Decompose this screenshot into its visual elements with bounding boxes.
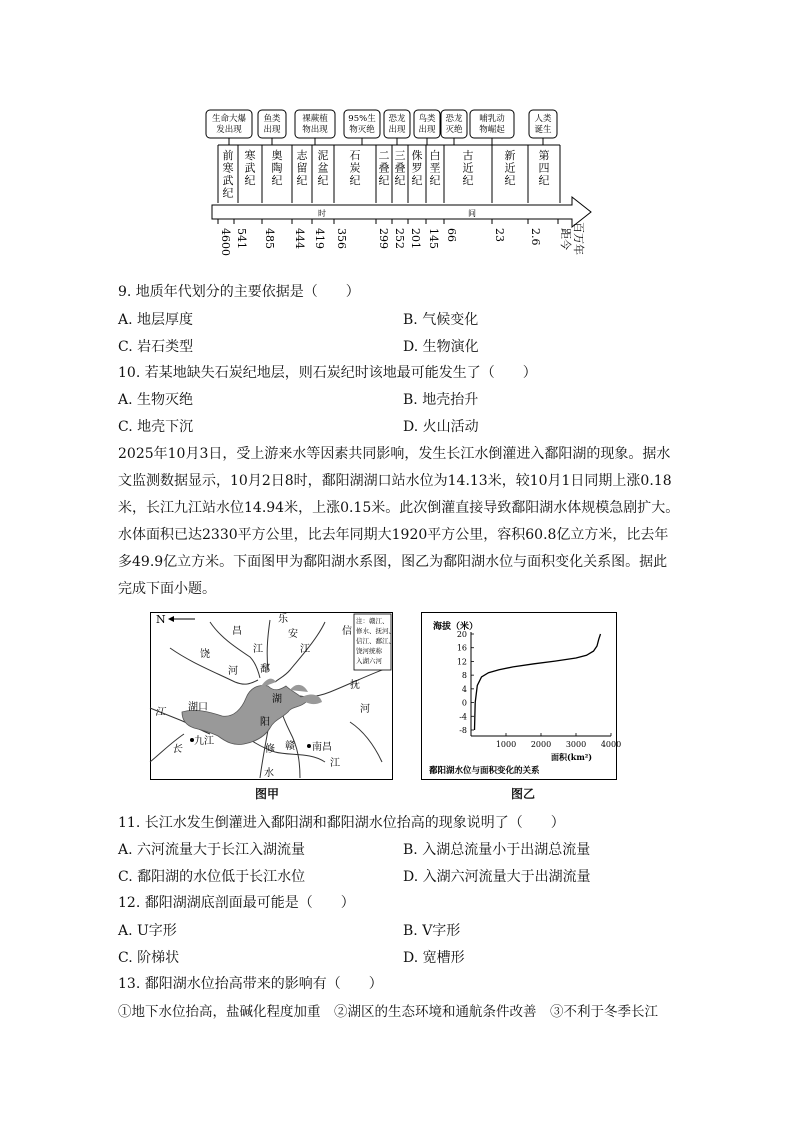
q13-statements: ①地下水位抬高，盐碱化程度加重 ②湖区的生态环境和通航条件改善 ③不利于冬季长江 xyxy=(118,1004,658,1020)
q10-option-a: A. 生物灭绝 xyxy=(118,392,194,408)
period-label-char: 纪 xyxy=(222,186,234,200)
period-label-char: 近 xyxy=(504,161,516,175)
time-axis-arrow xyxy=(212,197,591,227)
chart-y-tick-label: -4 xyxy=(459,712,467,722)
map-label: 水 xyxy=(264,768,274,779)
timeline-event-box xyxy=(384,110,410,145)
map-label: 乐 xyxy=(278,614,288,625)
city-marker-icon xyxy=(190,738,194,742)
chart-y-tick-label: 12 xyxy=(456,657,467,667)
passage-line: 多49.9亿立方米。下面图甲为鄱阳湖水系图，图乙为鄱阳湖水位与面积变化关系图。据此 xyxy=(118,554,668,570)
map-caption: 图甲 xyxy=(255,787,280,801)
period-label-char: 武 xyxy=(222,174,234,187)
question-10-stem: 10. 若某地缺失石炭纪地层，则石炭纪时该地最可能发生了（ ） xyxy=(118,365,537,381)
chart-y-tick-label: 20 xyxy=(456,630,467,639)
map-label: 抚 xyxy=(350,680,360,691)
period-cell xyxy=(262,145,283,203)
chart-x-tick-label: 4000 xyxy=(600,740,622,749)
period-label-char: 盆 xyxy=(317,161,329,175)
period-cell xyxy=(292,145,309,203)
period-label-char: 纪 xyxy=(411,174,423,187)
map-label: 长 xyxy=(172,744,182,755)
city-marker-icon xyxy=(307,744,311,748)
map-note-line: 注：赣江、 xyxy=(356,617,389,625)
passage-line: 完成下面小题。 xyxy=(118,581,216,597)
map-label: 赣 xyxy=(285,741,295,752)
period-label-char: 泥 xyxy=(317,149,329,162)
map-label: 修 xyxy=(265,744,275,755)
timeline-tick-label: 66 xyxy=(445,228,458,242)
period-label-char: 陶 xyxy=(271,161,283,175)
timeline-tick-label: 201 xyxy=(409,228,422,249)
period-label-char: 三 xyxy=(394,149,406,162)
period-label-char: 寒 xyxy=(244,149,256,162)
period-label-char: 纪 xyxy=(244,174,256,187)
timeline-event-label: 发出现 xyxy=(216,125,242,135)
timeline-event-label: 出现 xyxy=(418,125,436,135)
period-cell xyxy=(312,145,329,203)
map-note-line: 信江、鄱江、 xyxy=(356,637,395,645)
period-cell xyxy=(392,145,406,203)
svg-text:百万年: 百万年 xyxy=(572,222,585,255)
map-label: 湖 xyxy=(272,694,282,705)
period-label-char: 叠 xyxy=(378,161,390,175)
chart-caption: 图乙 xyxy=(511,787,536,801)
chart-y-tick-label: 16 xyxy=(456,643,467,653)
timeline-tick-label: 23 xyxy=(493,228,506,242)
map-label: 安 xyxy=(288,629,298,640)
period-label-char: 新 xyxy=(504,149,516,162)
north-label: N xyxy=(156,613,166,626)
map-label: 江 xyxy=(253,644,263,655)
period-label-char: 纪 xyxy=(394,174,406,187)
chart-y-tick-label: -8 xyxy=(459,726,467,735)
axis-label: 时 xyxy=(318,209,326,218)
period-label-char: 奥 xyxy=(271,149,283,162)
timeline-tick-label: 419 xyxy=(313,228,326,249)
chart-x-tick-label: 1000 xyxy=(495,740,517,749)
chart-ylabel: 海拔（米） xyxy=(433,622,479,632)
period-label-char: 纪 xyxy=(296,174,308,187)
question-13-stem: 13. 鄱阳湖水位抬高带来的影响有（ ） xyxy=(118,976,383,992)
period-cell xyxy=(334,145,361,203)
chart-y-tick-label: 4 xyxy=(461,684,467,694)
timeline-event-label: 裸蕨植 xyxy=(302,114,328,124)
map-label: 信 xyxy=(342,626,352,637)
period-label-char: 寒 xyxy=(222,161,234,175)
map-label: 饶 xyxy=(200,649,210,660)
period-label-char: 古 xyxy=(462,149,474,162)
period-label-char: 纪 xyxy=(462,174,474,187)
timeline-tick-label: 4600 xyxy=(219,228,232,256)
timeline-event-label: 鸟类 xyxy=(418,114,436,124)
timeline-event-label: 95%生 xyxy=(348,114,376,124)
q12-option-b: B. V字形 xyxy=(403,923,461,939)
map-label: 南昌 xyxy=(312,742,332,753)
period-label-char: 纪 xyxy=(349,174,361,187)
timeline-event-box xyxy=(529,110,557,145)
period-label-char: 纪 xyxy=(429,174,441,187)
timeline-event-box xyxy=(295,110,335,145)
timeline-event-label: 鱼类 xyxy=(263,114,281,124)
period-cell xyxy=(444,145,474,203)
q10-option-c: C. 地壳下沉 xyxy=(118,419,194,435)
timeline-event-label: 出现 xyxy=(263,125,281,135)
chart-title: 鄱阳湖水位与面积变化的关系 xyxy=(429,766,540,776)
passage-line: 水体面积已达2330平方公里，比去年同期大1920平方公里，容积60.8亿立方米，比去年 xyxy=(118,527,669,543)
period-label-char: 炭 xyxy=(349,161,361,175)
timeline-event-label: 物灭绝 xyxy=(349,125,375,135)
map-label: 九江 xyxy=(194,736,214,747)
timeline-event-label: 哺乳动 xyxy=(479,114,505,124)
q11-option-c: C. 鄱阳湖的水位低于长江水位 xyxy=(118,869,306,885)
timeline-event-box xyxy=(206,110,252,145)
chart-x-tick-label: 3000 xyxy=(565,740,587,749)
map-label: 江 xyxy=(300,644,310,655)
q9-option-a: A. 地层厚度 xyxy=(118,312,194,328)
period-label-char: 武 xyxy=(244,161,256,175)
timeline-event-box xyxy=(344,110,380,145)
map-note-line: 修水、抚河、 xyxy=(356,627,395,635)
timeline-event-label: 灭绝 xyxy=(445,125,463,135)
timeline-event-label: 恐龙 xyxy=(388,114,406,124)
period-label-char: 留 xyxy=(296,161,308,175)
timeline-event-label: 人类 xyxy=(534,114,552,124)
timeline-tick-label: 2.6 xyxy=(529,228,542,246)
question-9-stem: 9. 地质年代划分的主要依据是（ ） xyxy=(118,284,360,300)
chart-xlabel: 面积(km²) xyxy=(551,752,593,762)
period-label-char: 前 xyxy=(222,149,234,162)
axis-label: 间 xyxy=(468,209,476,218)
timeline-tick-label: 356 xyxy=(335,228,348,249)
map-label: 江 xyxy=(330,758,340,769)
timeline-event-label: 物崛起 xyxy=(479,125,505,135)
timeline-event-label: 出现 xyxy=(388,125,406,135)
geologic-timeline xyxy=(0,0,794,280)
poyang-lake-map xyxy=(150,612,393,780)
period-label-char: 纪 xyxy=(378,174,390,187)
timeline-tick-label: 299 xyxy=(377,228,390,249)
chart-x-tick-label: 2000 xyxy=(530,740,552,749)
q11-option-b: B. 入湖总流量小于出湖总流量 xyxy=(403,842,591,858)
timeline-event-label: 生命大爆 xyxy=(211,114,247,124)
q10-option-b: B. 地壳抬升 xyxy=(403,392,479,408)
period-label-char: 叠 xyxy=(394,161,406,175)
period-cell xyxy=(376,145,390,203)
q9-option-d: D. 生物演化 xyxy=(403,339,479,355)
timeline-event-box xyxy=(258,110,286,145)
period-label-char: 罗 xyxy=(411,161,423,175)
passage-line: 文监测数据显示，10月2日8时，鄱阳湖湖口站水位为14.13米，较10月1日同期上涨0.18 xyxy=(118,473,672,489)
timeline-event-label: 诞生 xyxy=(534,125,552,135)
map-note-line: 入湖六河 xyxy=(356,657,382,665)
map-label: 河 xyxy=(228,666,238,677)
timeline-tick-label: 444 xyxy=(293,228,306,249)
period-cell xyxy=(238,145,256,203)
map-label: 鄱 xyxy=(260,664,270,675)
q12-option-c: C. 阶梯状 xyxy=(118,950,180,966)
period-label-char: 纪 xyxy=(271,174,283,187)
question-11-stem: 11. 长江水发生倒灌进入鄱阳湖和鄱阳湖水位抬高的现象说明了（ ） xyxy=(118,815,565,831)
svg-text:距今: 距今 xyxy=(559,228,572,250)
period-cell xyxy=(528,145,550,203)
timeline-event-box xyxy=(414,110,440,145)
map-label: 阳 xyxy=(260,717,270,728)
map-label: 江 xyxy=(155,707,165,718)
map-label: 河 xyxy=(360,704,370,715)
period-label-char: 纪 xyxy=(538,174,550,187)
period-cell xyxy=(218,145,234,203)
q12-option-d: D. 宽槽形 xyxy=(403,950,465,966)
timeline-tick-label: 541 xyxy=(235,228,248,249)
period-cell xyxy=(426,145,441,203)
period-label-char: 垩 xyxy=(429,161,441,175)
timeline-event-label: 恐龙 xyxy=(445,114,463,124)
period-cell xyxy=(408,145,423,203)
period-label-char: 四 xyxy=(538,161,550,175)
q11-option-d: D. 入湖六河流量大于出湖流量 xyxy=(403,869,591,885)
period-label-char: 第 xyxy=(538,149,550,162)
map-label: 湖口 xyxy=(188,702,208,713)
map-label: 昌 xyxy=(232,626,242,637)
timeline-tick-label: 485 xyxy=(263,228,276,249)
timeline-event-box xyxy=(441,110,467,145)
question-12-stem: 12. 鄱阳湖湖底剖面最可能是（ ） xyxy=(118,895,355,911)
q9-option-b: B. 气候变化 xyxy=(403,312,479,328)
timeline-event-label: 物出现 xyxy=(302,125,328,135)
chart-y-tick-label: 0 xyxy=(461,698,467,708)
period-label-char: 侏 xyxy=(411,149,423,162)
period-label-char: 近 xyxy=(462,161,474,175)
q10-option-d: D. 火山活动 xyxy=(403,419,479,435)
period-label-char: 石 xyxy=(349,149,361,162)
map-note-line: 饶河统称 xyxy=(356,647,382,655)
q9-option-c: C. 岩石类型 xyxy=(118,339,194,355)
timeline-tick-label: 252 xyxy=(393,228,406,249)
reading-passage xyxy=(118,441,678,603)
q12-option-a: A. U字形 xyxy=(118,923,177,939)
period-label-char: 白 xyxy=(429,149,441,162)
period-cell xyxy=(492,145,516,203)
passage-line: 米，长江九江站水位14.94米，上涨0.15米。此次倒灌直接导致鄱阳湖水体规模急剧扩大。 xyxy=(118,500,680,516)
q11-option-a: A. 六河流量大于长江入湖流量 xyxy=(118,842,306,858)
period-label-char: 纪 xyxy=(504,174,516,187)
passage-line: 2025年10月3日，受上游来水等因素共同影响，发生长江水倒灌进入鄱阳湖的现象。据水 xyxy=(118,446,671,462)
period-label-char: 纪 xyxy=(317,174,329,187)
chart-y-tick-label: 8 xyxy=(461,671,467,681)
water-level-area-chart xyxy=(421,612,622,780)
timeline-event-box xyxy=(470,110,514,145)
period-label-char: 志 xyxy=(296,149,308,162)
timeline-tick-label: 145 xyxy=(427,228,440,249)
period-label-char: 二 xyxy=(378,149,390,162)
